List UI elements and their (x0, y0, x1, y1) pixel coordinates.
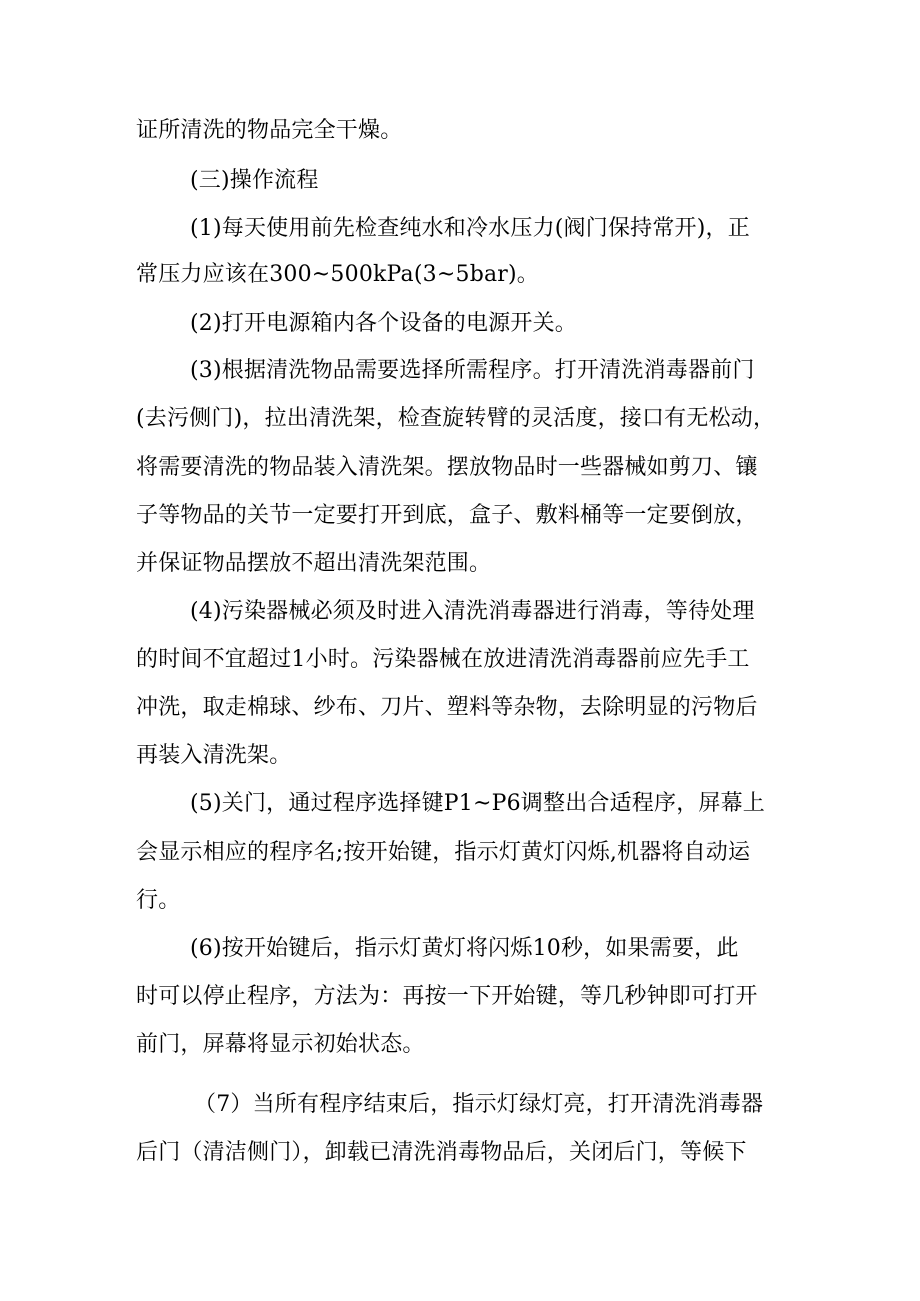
text-line: 证所清洗的物品完全干燥。 (136, 118, 403, 143)
text-line: 冲洗，取走棉球、纱布、刀片、塑料等杂物，去除明显的污物后 (136, 695, 758, 720)
text-line: (5)关门，通过程序选择键P1~P6调整出合适程序，屏幕上 (190, 791, 765, 816)
text-line: 常压力应该在300~500kPa(3~5bar)。 (136, 262, 539, 287)
text-line: 子等物品的关节一定要打开到底，盒子、敷料桶等一定要倒放， (136, 503, 758, 528)
text-line: (4)污染器械必须及时进入清洗消毒器进行消毒，等待处理 (190, 599, 755, 624)
text-line: (6)按开始键后，指示灯黄灯将闪烁10秒，如果需要，此 (190, 936, 739, 961)
text-line: 时可以停止程序，方法为：再按一下开始键，等几秒钟即可打开 (136, 984, 758, 1009)
text-line: (1)每天使用前先检查纯水和冷水压力(阀门保持常开)，正 (190, 216, 750, 241)
text-line: (去污侧门)，拉出清洗架，检查旋转臂的灵活度，接口有无松动， (136, 406, 776, 431)
text-line: （7）当所有程序结束后，指示灯绿灯亮，打开清洗消毒器 (194, 1092, 764, 1117)
text-line: 会显示相应的程序名;按开始键，指示灯黄灯闪烁,机器将自动运 (136, 840, 751, 865)
text-line: 的时间不宜超过1小时。污染器械在放进清洗消毒器前应先手工 (136, 647, 750, 672)
text-line: 将需要清洗的物品装入清洗架。摆放物品时一些器械如剪刀、镶 (136, 455, 758, 480)
text-line: 并保证物品摆放不超出清洗架范围。 (136, 551, 492, 576)
text-line: 再装入清洗架。 (136, 743, 292, 768)
text-line: (3)根据清洗物品需要选择所需程序。打开清洗消毒器前门 (190, 358, 755, 383)
text-line: 行。 (136, 888, 181, 913)
text-line: (2)打开电源箱内各个设备的电源开关。 (190, 311, 577, 336)
section-heading: (三)操作流程 (190, 168, 319, 193)
text-line: 前门，屏幕将显示初始状态。 (136, 1032, 425, 1057)
text-line: 后门（清洁侧门），卸载已清洗消毒物品后，关闭后门，等候下 (136, 1140, 747, 1165)
